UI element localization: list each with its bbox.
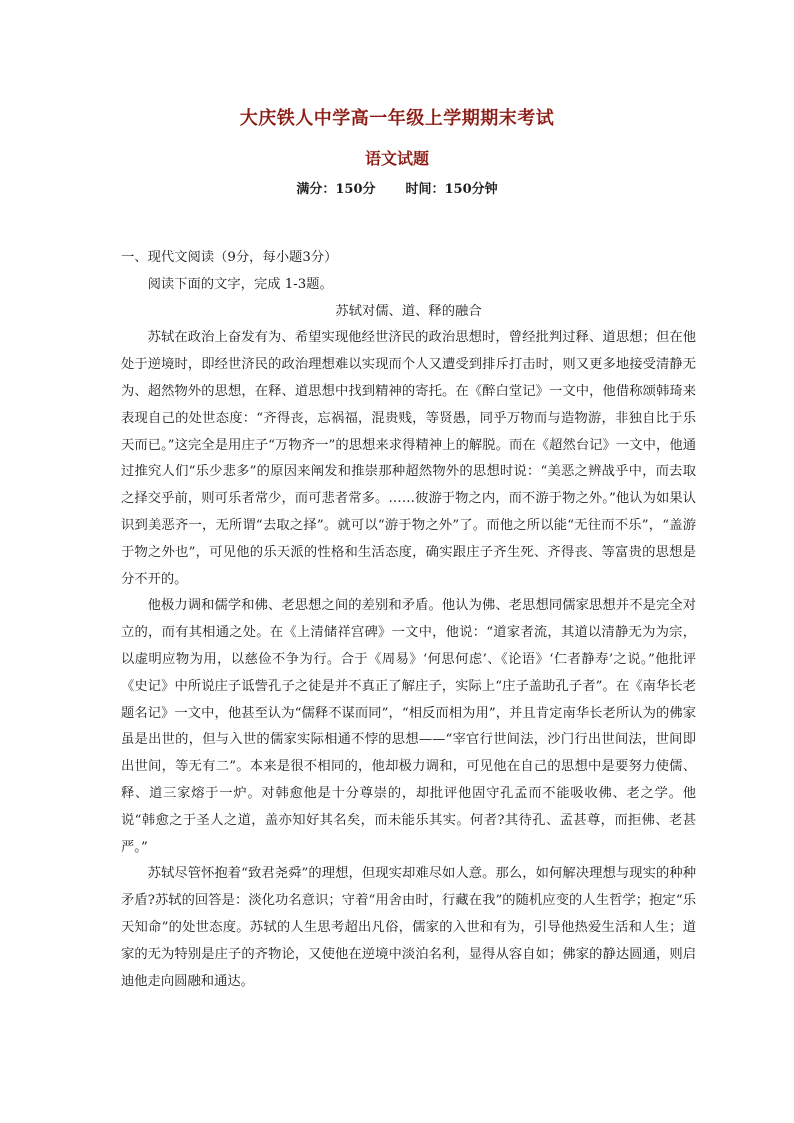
- article-title: 苏轼对儒、道、释的融合: [335, 303, 482, 319]
- school-exam-title: 大庆铁人中学高一年级上学期期末考试: [239, 108, 555, 129]
- time-limit: 时间：150分钟: [405, 182, 498, 197]
- reading-section: [121, 245, 696, 995]
- score-time-line: [0, 178, 794, 197]
- subject-title: 语文试题: [364, 149, 429, 168]
- article-paragraph-3: 苏轼尽管怀抱着“致君尧舜”的理想，但现实却难尽如人意。那么，如何解决理想与现实的种种矛盾?苏轼的回答是：淡化功名意识；守着“用舍由时，行藏在我”的随机应变的人生哲学；抱定“乐天知命”的处世态度。苏轼的人生思考超出凡俗，儒家的入世和有为，引导他热爱生活和人生；道家的无为特别是庄子的齐物论，又使他在逆境中淡泊名利，显得从容自如；佛家的静达圆通，则启迪他走向圆融和通达。: [121, 866, 696, 989]
- article-paragraph-2: 他极力调和儒学和佛、老思想之间的差别和矛盾。他认为佛、老思想同儒家思想并不是完全对立的，而有其相通之处。在《上清储祥宫碑》一文中，他说：“道家者流，其道以清静无为为宗，以虚明应物为用，以慈俭不争为行。合于《周易》‘何思何虑’、《论语》‘仁者静寿’之说。”他批评《史记》中所说庄子诋訾孔子之徒是并不真正了解庄子，实际上“庄子盖助孔子者”。在《南华长老题名记》一文中，他甚至认为“儒释不谋而同”，“相反而相为用”，并且肯定南华长老所认为的佛家虽是出世的，但与入世的儒家实际相通不悖的思想——“宰官行世间法，沙门行出世间法，世间即出世间，等无有二”。本来是很不相同的，他却极力调和，可见他在自己的思想中是要努力使儒、释、道三家熔于一炉。对韩愈他是十分尊崇的，却批评他固守孔孟而不能吸收佛、老之学。他说“韩愈之于圣人之道，盖亦知好其名矣，而未能乐其实。何者?其待孔、孟甚尊，而拒佛、老甚严。”: [121, 598, 696, 855]
- section-heading: 一、现代文阅读（9分，每小题3分）: [121, 250, 338, 265]
- article-paragraph-1: 苏轼在政治上奋发有为、希望实现他经世济民的政治思想时，曾经批判过释、道思想；但在他处于逆境时，即经世济民的政治理想难以实现而个人又遭受到排斥打击时，则又更多地接受清静无为、超然物外的思想，在释、道思想中找到精神的寄托。在《醉白堂记》一文中，他借称颂韩琦来表现自己的处世态度：“齐得丧，忘祸福，混贵贱，等贤愚，同乎万物而与造物游，非独自比于乐天而已。”这完全是用庄子“万物齐一”的思想来求得精神上的解脱。而在《超然台记》一文中，他通过推究人们“乐少悲多”的原因来阐发和推崇那种超然物外的思想时说：“美恶之辨战乎中，而去取之择交乎前，则可乐者常少，而可悲者常多。……彼游于物之内，而不游于物之外。”他认为如果认识到美恶齐一，无所谓“去取之择”。就可以“游于物之外”了。而他之所以能“无往而不乐”，“盖游于物之外也”，可见他的乐天派的性格和生活态度，确实跟庄子齐生死、齐得丧、等富贵的思想是分不开的。: [121, 330, 696, 587]
- full-score: 满分：150分: [296, 182, 376, 197]
- section-instruction: 阅读下面的文字，完成 1-3题。: [147, 276, 333, 292]
